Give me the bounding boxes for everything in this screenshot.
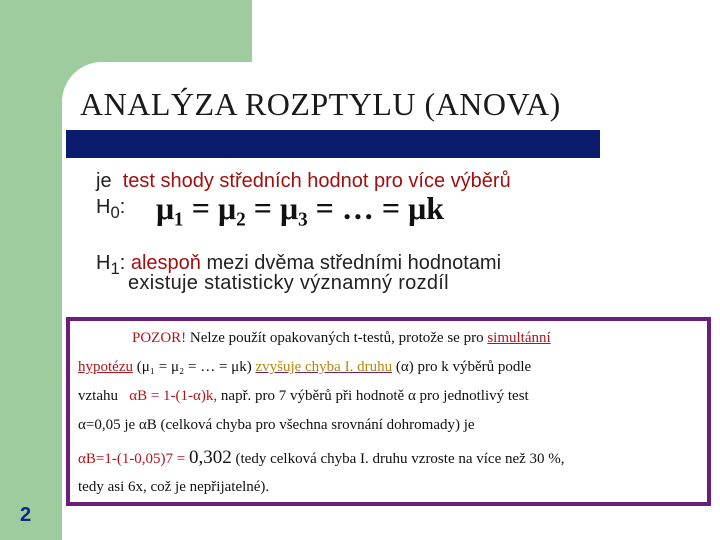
- definition-line: je test shody středních hodnot pro více výběrů: [96, 170, 511, 192]
- warning-line-3: vztahu αB = 1-(1-α)k, např. pro 7 výběrů při hodnotě α pro jednotlivý test: [78, 388, 529, 404]
- null-hypothesis: $H_0$: μ₁ = μ₂ = μ₃ = … = μk: [96, 190, 445, 226]
- decor-green-left: [0, 0, 62, 540]
- warning-line-2: hypotézu (μ₁ = μ₂ = … = μk) zvyšuje chyba I. druhu (α) pro k výběrů podle: [78, 359, 532, 375]
- alternative-hypothesis-continuation: existuje statisticky významný rozdíl: [128, 272, 449, 294]
- alternative-hypothesis: $H_1$: alespoň mezi dvěma středními hodnotami: [96, 252, 502, 278]
- title-underline-bar: [66, 130, 600, 158]
- warning-box: [66, 317, 711, 506]
- definition-text: test shody středních hodnot pro více výběrů: [122, 170, 511, 192]
- null-hypothesis-formula: μ₁ = μ₂ = μ₃ = … = μk: [156, 190, 445, 226]
- page-number: 2: [20, 504, 32, 526]
- warning-line-4: α=0,05 je αB (celková chyba pro všechna srovnání dohromady) je: [78, 417, 475, 433]
- slide-title: ANALÝZA ROZPTYLU (ANOVA): [80, 86, 561, 122]
- warning-line-1: POZOR! Nelze použít opakovaných t-testů, protože se pro simultánní: [132, 330, 551, 346]
- warning-line-6: tedy asi 6x, což je nepřijatelné).: [78, 479, 270, 495]
- warning-line-5: αB=1-(1-0,05)7 = 0,302 (tedy celková chyba I. druhu vzroste na více než 30 %,: [78, 447, 565, 468]
- alpha-b-value: 0,302: [189, 447, 232, 468]
